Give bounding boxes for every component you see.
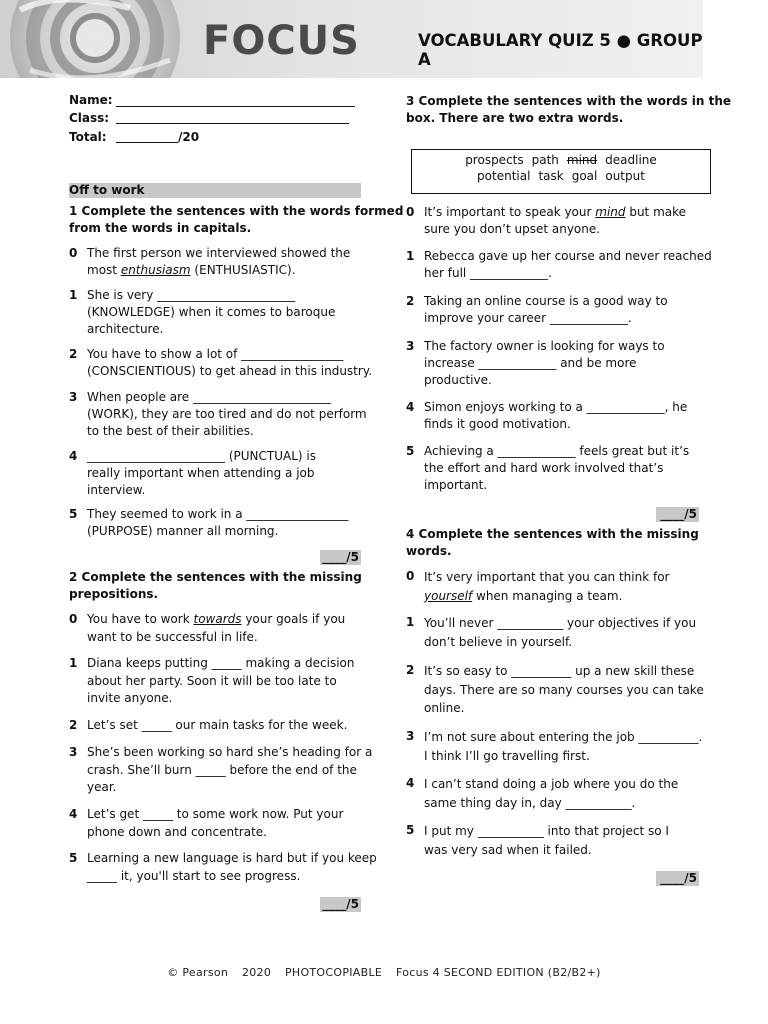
word-box-row-2 [412,168,710,184]
item-number: 4 [406,400,415,414]
item-text [424,399,687,433]
item-number: 0 [406,205,415,219]
ex1-title [69,203,403,237]
item-line: I’m not sure about entering the job __________. [424,730,703,744]
item-line: Rebecca gave up her course and never reached [424,249,712,263]
item-line: _____ it, you'll start to see progress. [87,868,301,883]
name-field-row [69,93,113,107]
item-number: 3 [69,390,78,404]
item-text [424,293,668,327]
ex4-score[interactable]: ____/5 [656,871,699,886]
item-line: productive. [424,373,492,387]
item-line: You have to show a lot of _________________ [87,347,344,361]
item-line: Achieving a _____________ feels great but it’s [424,444,690,458]
item-number: 2 [406,294,415,308]
footer-copyright: © Pearson [167,966,229,979]
item-number: 2 [69,347,78,361]
item-number: 2 [406,663,415,677]
item-number: 0 [406,569,415,583]
item-number: 4 [406,776,415,790]
item-text [87,506,348,540]
ex3-title-line1: 3 Complete the sentences with the words in the [406,94,732,108]
example-answer: towards [193,612,242,626]
item-text [424,568,670,605]
item-text [87,717,347,735]
item-line: I can’t stand doing a job where you do the [424,777,679,791]
example-answer: yourself [424,588,473,603]
item-number: 4 [69,807,78,821]
class-field-row [69,111,109,125]
section-title: Off to work [69,183,361,198]
item-line: Let’s set _____ our main tasks for the week. [87,718,348,732]
item-number: 5 [406,823,415,837]
footer-edition: Focus 4 SECOND EDITION (B2/B2+) [395,966,601,979]
item-line: It’s so easy to __________ up a new skill these [424,664,695,678]
item-line: (CONSCIENTIOUS) to get ahead in this industry. [87,364,373,378]
item-line: online. [424,701,465,715]
item-number: 3 [406,339,415,353]
ex1-title-line2: from the words in capitals. [69,221,252,235]
item-text [424,822,669,859]
total-suffix: /20 [178,130,200,144]
item-line: (KNOWLEDGE) when it comes to baroque [87,305,336,319]
item-text [87,611,345,646]
item-number: 2 [69,718,78,732]
item-line: The first person we interviewed showed the [87,246,351,260]
item-line: Diana keeps putting _____ making a decision [87,656,355,670]
item-line: year. [87,780,117,794]
item-number: 5 [69,851,78,865]
item-line: They seemed to work in a _________________ [87,507,349,521]
ex4-title-line1: 4 Complete the sentences with the missing [406,527,699,541]
item-line: The factory owner is looking for ways to [424,339,665,353]
item-line: crash. She’ll burn _____ before the end of the [87,762,357,777]
item-line: Simon enjoys working to a _____________, he [424,400,688,414]
box-word: path [531,153,559,167]
item-text [87,389,367,440]
word-box [411,149,711,194]
item-line: really important when attending a job [87,466,315,480]
ex2-title [69,569,362,603]
item-line: When people are _______________________ [87,390,331,404]
item-line: She is very _______________________ [87,288,296,302]
ex3-score[interactable]: ____/5 [656,507,699,522]
item-text [424,443,689,494]
footer-photocopiable: PHOTOCOPIABLE [284,966,383,979]
item-line: want to be successful in life. [87,629,258,644]
word-box-row-1 [412,152,710,168]
class-label: Class: [69,111,110,125]
ex2-title-line1: 2 Complete the sentences with the missing [69,570,362,584]
item-line: to the best of their abilities. [87,424,254,438]
item-number: 0 [69,246,78,260]
header-banner [0,0,703,78]
item-line: You’ll never ___________ your objectives if you [424,616,697,630]
item-line: Taking an online course is a good way to [424,294,668,308]
item-text [87,655,355,708]
item-line: don’t believe in yourself. [424,634,573,649]
focus-logo: FOCUS [203,18,360,64]
item-text [87,346,372,380]
ex3-title [406,93,731,127]
footer-year: 2020 [241,966,272,979]
box-word: output [605,169,645,183]
item-line: It’s very important that you can think for [424,570,670,584]
quiz-title: VOCABULARY QUIZ 5 ● GROUP A [418,31,703,69]
item-number: 5 [406,444,415,458]
box-word: potential [477,169,531,183]
item-line: (PURPOSE) manner all morning. [87,524,279,538]
item-number: 1 [69,656,78,670]
box-word: prospects [465,153,524,167]
item-line: finds it good motivation. [424,417,571,431]
item-line: was very sad when it failed. [424,842,592,857]
item-text [424,775,678,812]
item-line: days. There are so many courses you can take [424,682,704,697]
item-line: Let’s get _____ to some work now. Put your [87,807,344,821]
item-number: 3 [406,729,415,743]
item-text [87,806,343,841]
total-field-row [69,130,107,144]
name-line[interactable] [116,106,355,107]
box-word: deadline [605,153,657,167]
class-line[interactable] [116,123,349,124]
item-line: She’s been working so hard she’s heading for a [87,745,373,759]
item-text [87,448,316,499]
item-text [87,287,335,338]
box-word: goal [571,169,598,183]
ex3-title-line2: box. There are two extra words. [406,111,624,125]
box-word: mind [566,153,598,167]
ex2-score[interactable]: ____/5 [320,897,361,912]
item-line: Learning a new language is hard but if you keep [87,851,377,865]
item-line: most enthusiasm (ENTHUSIASTIC). [87,263,296,277]
item-line: interview. [87,483,146,497]
item-line: the effort and hard work involved that’s [424,461,664,475]
item-number: 5 [69,507,78,521]
ex4-title [406,526,699,560]
item-text [424,662,704,718]
item-text [424,728,702,765]
ex2-title-line2: prepositions. [69,587,159,601]
swirl-logo-graphic [0,0,200,78]
item-line: her full _____________. [424,266,552,280]
item-line: about her party. Soon it will be too late to [87,673,337,688]
item-line: important. [424,478,488,492]
item-line: It’s important to speak your mind but make [424,205,687,219]
item-line: same thing day in, day ___________. [424,795,636,810]
item-text [424,614,696,651]
item-number: 1 [406,615,415,629]
item-text [424,338,665,389]
item-text [424,204,686,238]
name-label: Name: [69,93,113,107]
item-line: yourself when managing a team. [424,588,623,603]
item-number: 1 [69,288,78,302]
item-line: _______________________ (PUNCTUAL) is [87,449,316,463]
item-line: I put my ___________ into that project so I [424,824,669,838]
item-text [87,744,372,797]
box-word: task [538,169,564,183]
ex1-title-line1: 1 Complete the sentences with the words formed [69,204,404,218]
item-number: 4 [69,449,78,463]
item-line: increase _____________ and be more [424,356,637,370]
item-number: 0 [69,612,78,626]
item-line: improve your career _____________. [424,311,632,325]
item-text [87,850,377,885]
item-text [87,245,350,279]
item-line: (WORK), they are too tired and do not perform [87,407,367,421]
total-line[interactable] [116,142,178,143]
item-line: invite anyone. [87,691,173,705]
item-number: 1 [406,249,415,263]
item-line: architecture. [87,322,164,336]
example-answer: enthusiasm [120,263,191,277]
item-line: You have to work towards your goals if you [87,612,346,626]
example-answer: mind [595,205,626,219]
item-line: phone down and concentrate. [87,824,267,839]
item-line: sure you don’t upset anyone. [424,222,601,236]
item-number: 3 [69,745,78,759]
footer [0,966,768,979]
ex4-title-line2: words. [406,544,452,558]
total-label: Total: [69,130,107,144]
ex1-score[interactable]: ____/5 [320,550,361,565]
item-text [424,248,712,282]
item-line: I think I’ll go travelling first. [424,748,590,763]
